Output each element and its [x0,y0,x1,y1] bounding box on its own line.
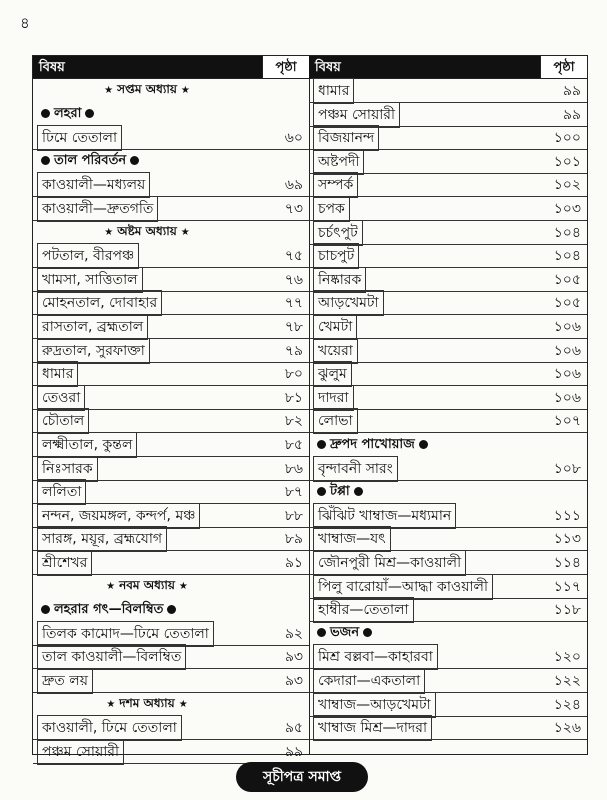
toc-entry [309,717,587,740]
entry-title: কেদারা—একতালা [313,668,425,694]
entry-title: মিশ্র বল্লবা—কাহারবা [313,644,438,670]
entry-title: পিলু বারোয়াঁ—আদ্ধা কাওয়ালী [313,574,493,600]
entry-title: জৌনপুরী মিশ্র—কাওয়ালী [313,550,466,576]
toc-entry [309,576,587,599]
page-header: পৃষ্ঠা [262,56,309,78]
toc-entry [33,387,309,410]
entry-page: ৯৯ [562,106,581,123]
entry-page: ৬৯ [284,177,303,194]
entry-title: রাসতাল, ব্রহ্মতাল [37,314,148,340]
entry-title: বিজয়ানন্দ [313,125,379,151]
entry-title: আড়খেমটা [313,290,384,316]
entry-page: ৮৫ [284,437,303,453]
star-icon: ★ [178,698,188,710]
entry-page: ৯৩ [284,673,303,689]
toc-entry [309,198,587,221]
bullet-icon [317,628,326,637]
entry-page: ১১৭ [553,578,581,595]
entry-page: ১২২ [553,673,581,689]
toc-entry [309,363,587,386]
bullet-icon [130,156,139,165]
toc-entry [33,363,309,386]
toc-entry [33,245,309,268]
toc-entry [33,528,309,551]
chapter-title: সপ্তম অধ্যায় [117,82,177,96]
entry-title: হাম্বীর—তেতালা [313,597,414,623]
star-icon: ★ [106,698,116,710]
entry-title: চপক [313,196,350,222]
entry-title: খাম্বাজ—যৎ [313,526,391,552]
entry-page: ১১৩ [553,531,581,548]
star-icon: ★ [104,226,114,238]
bullet-icon [354,487,363,496]
entry-page: ১০৪ [553,224,581,241]
contents-end-badge: সূচীপত্র সমাপ্ত [236,762,368,792]
chapter-heading [33,80,309,102]
toc-entry [33,481,309,504]
entry-page: ৭৯ [284,342,303,359]
entry-page: ১০৫ [553,271,581,288]
entry-page: ৯৯ [562,83,581,99]
toc-entry [33,458,309,481]
entry-title: সারঙ্গ, ময়ূর, ব্রহ্মযোগ [37,526,167,552]
entry-title: মোহনতাল, দোবাহার [37,290,162,316]
entry-page: ৮৯ [284,531,303,548]
entry-title: লোভা [313,408,358,434]
entry-page: ৭৫ [284,248,303,265]
entry-title: কাওয়ালী, ঢিমে তেতালা [37,715,182,741]
entry-title: তাল কাওয়ালী—বিলম্বিত [37,644,186,670]
entry-page: ১০৭ [553,413,581,430]
toc-entry [309,528,587,551]
toc-entry [33,505,309,528]
entry-page: ৮৭ [284,484,303,501]
toc-entry [309,410,587,433]
section-title: টপ্পা [330,483,350,499]
toc-entry [309,340,587,363]
entry-page: ৮৮ [284,507,303,524]
entry-title: রুদ্রতাল, সুরফাক্তা [37,338,150,364]
table-of-contents [32,55,588,760]
toc-entry [33,410,309,433]
entry-title: চর্চৎপুট [313,220,363,246]
section-title: লহরা [54,106,82,122]
page-header: পৃষ্ঠা [540,56,587,78]
chapter-heading [33,694,309,716]
entry-page: ৮০ [284,366,303,383]
entry-page: ১১১ [553,507,581,524]
chapter-title: অষ্টম অধ্যায় [117,223,177,238]
toc-entry [33,434,309,457]
toc-entry [33,552,309,575]
section-title: ভজন [330,625,360,641]
entry-title: নিষ্কারক [313,267,366,293]
section-title: লহরার গৎ—বিলম্বিত [54,601,164,617]
subject-header: বিষয় [33,56,262,78]
entry-page: ১১৪ [553,555,581,571]
toc-entry [33,127,309,150]
section-heading [33,599,309,621]
entry-title: লক্ষ্মীতাল, কুন্তল [37,432,137,458]
entry-page: ১১৮ [553,602,581,619]
chapter-heading [33,576,309,598]
entry-title: নন্দন, জয়মঙ্গল, কন্দর্প, মঞ্চ [37,503,200,529]
page-number: ৪ [20,14,30,32]
entry-page: ৮২ [284,413,303,430]
toc-entry [309,316,587,339]
section-heading [309,481,587,503]
bullet-icon [419,440,428,449]
toc-entry [309,694,587,717]
toc-entry [309,269,587,292]
entry-page: ১২৬ [553,720,581,737]
entry-page: ১০৬ [553,319,581,335]
entry-title: সম্পর্ক [313,172,358,198]
toc-entry [309,670,587,693]
bullet-icon [363,628,372,637]
entry-page: ১০৬ [553,366,581,383]
entry-page: ৮১ [284,389,303,406]
entry-title: কাওয়ালী—দ্রুতগতি [37,196,158,222]
entry-page: ৭৮ [284,319,303,335]
star-icon: ★ [180,85,190,96]
bullet-icon [167,605,176,614]
chapter-title: দশম অধ্যায় [119,695,175,710]
toc-entry [33,623,309,646]
entry-title: বৃন্দাবনী সারং [313,456,398,482]
toc-entry [309,104,587,127]
toc-entry [309,458,587,481]
entry-page: ৭৩ [284,201,303,217]
toc-entry [309,387,587,410]
chapter-heading [33,222,309,244]
entry-title: নিঃসারক [37,456,98,482]
bullet-icon [41,156,50,165]
entry-page: ১০৩ [553,201,581,217]
bullet-icon [41,109,50,118]
toc-entry [309,174,587,197]
bullet-icon [317,487,326,496]
chapter-title: নবম অধ্যায় [119,577,175,592]
entry-title: পটতাল, বীরপঞ্চ [37,243,139,269]
star-icon: ★ [178,580,188,592]
entry-title: দ্রুত লয় [37,668,93,694]
entry-page: ১২৪ [553,696,581,713]
entry-title: খাম্বাজ মিশ্র—দাদরা [313,715,432,741]
toc-entry [33,316,309,339]
section-heading [309,434,587,456]
entry-title: খাম্বাজ—আড়খেমটা [313,692,436,718]
right-header [309,56,587,79]
toc-entry [309,127,587,150]
toc-entry [309,552,587,575]
toc-entry [309,222,587,245]
entry-page: ১০০ [553,130,581,147]
toc-entry [33,670,309,693]
entry-page: ১০৬ [553,389,581,406]
toc-entry [33,292,309,315]
star-icon: ★ [180,226,190,238]
entry-title: চাচপুট [313,243,359,269]
toc-left-column [33,56,310,760]
entry-title: পঞ্চম সোয়ারী [37,739,124,765]
section-heading [33,104,309,126]
entry-title: ঝিঁঝিট খাম্বাজ—মধ্যমান [313,503,456,529]
entry-page: ১০৪ [553,248,581,265]
toc-entry [33,174,309,197]
subject-header: বিষয় [309,56,540,78]
toc-entry [33,717,309,740]
entry-page: ১০১ [553,153,581,170]
entry-page: ১০৫ [553,295,581,312]
section-heading [33,151,309,173]
toc-entry [309,599,587,622]
entry-title: পঞ্চম সোয়ারী [313,102,400,128]
entry-page: ১০৬ [553,342,581,359]
toc-entry [33,198,309,221]
toc-entry [33,741,309,764]
entry-page: ৯৩ [284,649,303,666]
entry-page: ১২০ [553,649,581,666]
toc-entry [309,151,587,174]
entry-page: ৯১ [284,555,303,571]
entry-title: চৌতাল [37,408,89,434]
star-icon: ★ [106,580,116,592]
entry-page: ৬০ [284,130,303,147]
entry-title: দাদরা [313,385,354,411]
entry-page: ১০৮ [553,460,581,477]
section-heading [309,623,587,645]
entry-title: ললিতা [37,479,86,505]
entry-title: অষ্টপদী [313,149,364,175]
entry-page: ৮৬ [284,460,303,477]
toc-entry [33,340,309,363]
entry-page: ৯৫ [284,720,303,737]
entry-page: ১০২ [553,177,581,194]
section-title: দ্রুপদ পাখোয়াজ [330,436,415,452]
entry-page: ৭৭ [284,295,303,312]
toc-entry [309,80,587,103]
entry-title: ধামার [37,361,78,387]
toc-entry [33,646,309,669]
entry-title: ঝুলুম [313,361,352,387]
entry-title: খয়েরা [313,338,358,364]
entry-title: তিলক কামোদ—ঢিমে তেতালা [37,621,214,647]
entry-page: ৯২ [284,625,303,642]
entry-page: ৭৬ [284,271,303,288]
entry-title: খেমটা [313,314,357,340]
left-header [33,56,309,79]
entry-title: শ্রীশেখর [37,550,92,576]
entry-title: খামসা, সাত্তিতাল [37,267,143,293]
star-icon: ★ [104,85,114,96]
bullet-icon [41,605,50,614]
entry-title: কাওয়ালী—মধ্যলয় [37,172,150,198]
entry-title: ঢিমে তেতালা [37,125,122,151]
section-title: তাল পরিবর্তন [54,153,127,169]
entry-page: ৯৯ [284,743,303,760]
bullet-icon [85,109,94,118]
toc-entry [309,505,587,528]
toc-entry [309,646,587,669]
entry-title: ধামার [313,78,354,104]
entry-title: তেওরা [37,385,85,411]
toc-right-column [309,56,587,754]
bullet-icon [317,440,326,449]
toc-entry [309,245,587,268]
toc-entry [309,292,587,315]
toc-entry [33,269,309,292]
